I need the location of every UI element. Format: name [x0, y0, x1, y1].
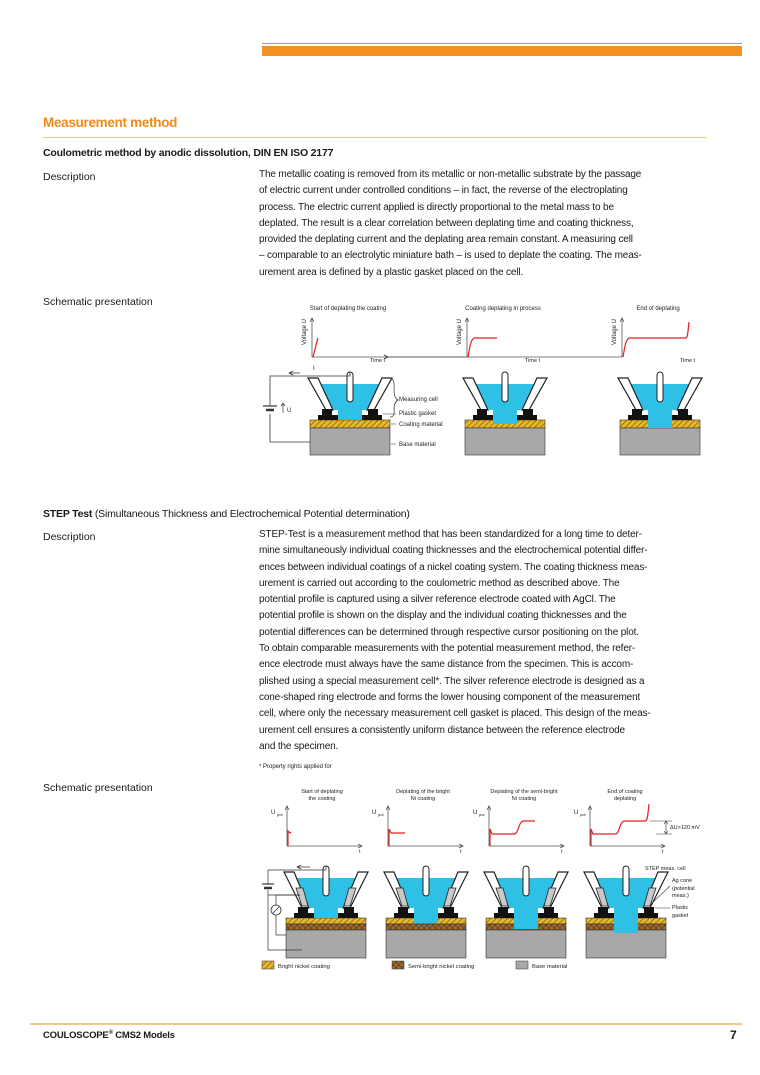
plastic-gasket — [594, 907, 614, 918]
deplated-hole — [414, 918, 438, 923]
step-test-subtitle: (Simultaneous Thickness and Electrochemical Potential determination) — [92, 508, 410, 520]
base-material — [465, 428, 545, 455]
base-material — [586, 930, 666, 958]
step-test-schematic-diagram — [0, 780, 760, 980]
callout-label: meas.) — [672, 893, 689, 899]
legend-swatch — [516, 961, 528, 969]
footer-rule — [30, 1023, 742, 1025]
delta-u-marker — [650, 821, 672, 834]
voltage-curve — [468, 338, 497, 357]
measuring-cell-brace — [390, 378, 398, 417]
y-axis-label: Voltage U — [612, 318, 618, 345]
section1-description — [259, 167, 642, 281]
coating-layer — [310, 420, 390, 428]
plastic-gasket — [672, 409, 692, 420]
deplated-hole — [648, 420, 672, 428]
page-title: Measurement method — [43, 115, 178, 130]
voltage-curve — [490, 821, 535, 846]
paragraph-line: provided the deplating current and the deplating area remain constant. A measuring cell — [259, 234, 633, 246]
y-axis-subscript: pot — [378, 812, 384, 817]
coulometric-schematic-diagram — [0, 290, 760, 465]
x-axis — [384, 355, 622, 359]
legend-swatch — [392, 961, 404, 969]
paragraph-line: To obtain comparable measurements with the potential measurement method, the refer- — [259, 643, 636, 655]
paragraph-line: deplated. The result is a clear correlation between deplating time and coating thickness, — [259, 217, 634, 229]
base-material — [286, 930, 366, 958]
step-test-label: STEP Test — [43, 508, 93, 520]
title-divider — [43, 137, 707, 138]
callout-label: (potential — [672, 886, 695, 892]
plastic-gasket — [362, 409, 382, 420]
x-axis-label: t — [359, 849, 361, 855]
header-accent-bar — [262, 46, 742, 56]
x-axis — [489, 844, 564, 848]
paragraph-line: of electric current under controlled conditions – in fact, the reverse of the electroplating — [259, 185, 628, 197]
panel-title: Ni coating — [511, 796, 537, 802]
panel-title: deplating — [613, 796, 637, 802]
panel-title: Start of deplating the coating — [309, 306, 387, 312]
plastic-gasket — [473, 409, 493, 420]
deplated-hole — [493, 420, 517, 424]
y-axis-label: U — [372, 810, 377, 816]
x-axis — [388, 844, 463, 848]
registered-mark: ® — [108, 1030, 113, 1036]
plastic-gasket — [438, 907, 458, 918]
y-axis — [465, 318, 469, 357]
section2-schematic-label: Schematic presentation — [43, 782, 153, 794]
x-axis — [287, 844, 362, 848]
section1-schematic-label: Schematic presentation — [43, 296, 153, 308]
y-axis-subscript: pot — [479, 812, 485, 817]
y-axis-label: U — [473, 810, 478, 816]
delta-u-label: ΔU>120 mV — [670, 825, 700, 831]
page-number: 7 — [730, 1028, 737, 1042]
paragraph-line: cone-shaped ring electrode and forms the lower housing component of the measurement — [259, 691, 641, 703]
product-name: COULOSCOPE — [43, 1030, 109, 1042]
section2-description-label: Description — [43, 531, 96, 543]
current-arrow — [297, 865, 310, 869]
callout-label: Base material — [399, 442, 436, 448]
callout-label: Plastic — [672, 905, 689, 911]
electrode — [347, 372, 353, 402]
x-axis-label: t — [460, 849, 462, 855]
deplated-hole — [514, 918, 538, 929]
paragraph-line: urement is carried out according to the coulometric method as described above. The — [259, 577, 620, 589]
paragraph-line: potential profile is shown on the display and the individual coating thicknesses and the — [259, 610, 627, 622]
panel-title: the coating — [308, 796, 336, 802]
callout-label: Ag cone — [672, 878, 693, 884]
current-label: I — [313, 366, 315, 372]
paragraph-line: STEP-Test is a measurement method that has been standardized for a long time to deter- — [259, 529, 642, 540]
base-material — [310, 428, 390, 455]
base-material — [486, 930, 566, 958]
voltage-arrow — [281, 403, 285, 413]
paragraph-line: plished using a special measurement cell*. The silver reference electrode is designed as a — [259, 675, 645, 687]
y-axis-subscript: pot — [580, 812, 586, 817]
legend-label: Semi-bright nickel coating — [408, 964, 475, 970]
coating-layer — [286, 918, 366, 924]
panel-title: Coating deplating in process — [465, 306, 541, 312]
section1-description-label: Description — [43, 171, 96, 183]
electrode — [323, 866, 329, 896]
y-axis-label: Voltage U — [302, 318, 308, 345]
panel-title: Deplating of the bright — [396, 789, 450, 795]
x-axis-label: t — [662, 849, 664, 855]
callout-label: Plastic gasket — [399, 411, 437, 417]
plastic-gasket — [628, 409, 648, 420]
footer-title — [43, 1030, 175, 1041]
coating-layer — [386, 924, 466, 930]
model-name: CMS2 Models — [112, 1030, 175, 1042]
legend-label: Bright nickel coating — [278, 964, 330, 970]
paragraph-line: potential profile is captured using a silver reference electrode coated with AgCl. The — [259, 594, 616, 606]
paragraph-line: The metallic coating is removed from its metallic or non-metallic substrate by the passage — [259, 169, 642, 180]
y-axis-label: Voltage U — [457, 318, 463, 345]
panel-title: Start of deplating — [301, 789, 343, 795]
section2-description — [259, 527, 651, 755]
plastic-gasket — [494, 907, 514, 918]
voltage-curve — [313, 338, 318, 357]
electrode — [502, 372, 508, 402]
paragraph-line: cell, where only the necessary measurement cell gasket is placed. This design of the meas- — [259, 708, 651, 720]
electrode — [657, 372, 663, 402]
footnote: * Property rights applied for — [259, 764, 332, 770]
current-arrow — [289, 371, 300, 375]
base-material — [386, 930, 466, 958]
plastic-gasket — [318, 409, 338, 420]
voltage-curve — [389, 829, 405, 846]
paragraph-line: process. The electric current applied is directly proportional to the metal mass to be — [259, 201, 614, 213]
callout-label: gasket — [672, 913, 689, 919]
panel-title: Deplating of the semi-bright — [490, 789, 558, 795]
paragraph-line: urement cell ensures a consistently uniform distance between the reference electrode — [259, 724, 625, 736]
callout-label: Coating material — [399, 422, 443, 428]
y-axis-label: U — [574, 810, 579, 816]
header-rule — [262, 43, 742, 44]
paragraph-line: potential differences can be determined through respective cursor positioning on the plot. — [259, 626, 639, 638]
plastic-gasket — [638, 907, 658, 918]
y-axis-label: U — [271, 810, 276, 816]
voltage-curve — [591, 804, 649, 846]
electrode — [523, 866, 529, 896]
plastic-gasket — [394, 907, 414, 918]
voltage-curve — [288, 831, 291, 846]
x-axis-label: Time t — [680, 358, 696, 364]
electrode — [623, 866, 629, 896]
electrode — [423, 866, 429, 896]
legend-swatch — [262, 961, 274, 969]
x-axis — [590, 844, 665, 848]
voltage-curve — [623, 322, 689, 357]
legend-label: Base material — [532, 964, 568, 970]
coating-layer — [286, 924, 366, 930]
paragraph-line: ence electrode must always have the same distance from the specimen. This is accom- — [259, 659, 634, 671]
base-material — [620, 428, 700, 455]
paragraph-line: mine simultaneously individual coating thicknesses and the electrochemical potential differ- — [259, 545, 648, 557]
section2-heading — [43, 508, 410, 520]
section1-heading: Coulometric method by anodic dissolution, DIN EN ISO 2177 — [43, 147, 334, 159]
deplated-hole — [614, 918, 638, 933]
panel-title: End of coating — [607, 789, 643, 795]
paragraph-line: urement area is defined by a plastic gasket placed on the cell. — [259, 266, 524, 278]
voltage-label: U — [287, 408, 292, 414]
y-axis — [620, 318, 624, 357]
x-axis-label: Time t — [525, 358, 541, 364]
plastic-gasket — [338, 907, 358, 918]
y-axis — [310, 318, 314, 357]
y-axis-subscript: pot — [277, 812, 283, 817]
plastic-gasket — [294, 907, 314, 918]
callout-label: Measuring cell — [399, 397, 438, 403]
plastic-gasket — [517, 409, 537, 420]
paragraph-line: – comparable to an electrolytic miniature bath – is used to deplate the coating. The meas- — [259, 250, 642, 262]
panel-title: Ni coating — [410, 796, 436, 802]
callout-label: STEP meas. cell — [645, 866, 686, 872]
plastic-gasket — [538, 907, 558, 918]
x-axis-label: t — [561, 849, 563, 855]
paragraph-line: ences between individual coatings of a nickel coating system. The coating thickness meas- — [259, 561, 648, 573]
panel-title: End of deplating — [636, 306, 680, 312]
paragraph-line: and the specimen. — [259, 740, 339, 752]
x-axis-label: Time t — [370, 358, 386, 364]
